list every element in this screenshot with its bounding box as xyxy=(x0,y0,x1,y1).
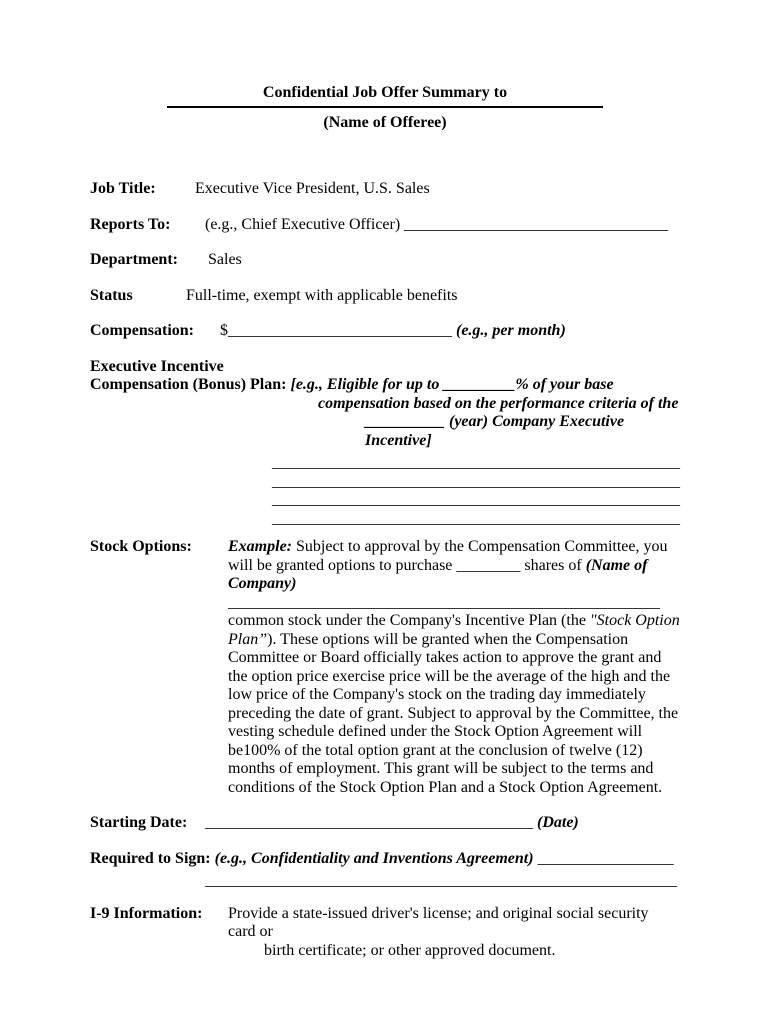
bonus-text-line2: compensation based on the performance criteria of the xyxy=(318,394,679,412)
example-label: Example: xyxy=(228,538,292,555)
field-job-title xyxy=(90,180,680,199)
compensation-hint: (e.g., per month) xyxy=(456,322,566,339)
stock-options-label: Stock Options: xyxy=(90,538,192,555)
stock-options-blank-line: ______________________________________________________ xyxy=(228,593,660,611)
job-title-label: Job Title: xyxy=(90,180,156,197)
currency-symbol: $ xyxy=(220,322,228,339)
i9-label: I-9 Information: xyxy=(90,904,203,922)
department-value: Sales xyxy=(208,251,242,268)
field-reports-to xyxy=(90,216,680,235)
stock-options-content xyxy=(228,538,680,797)
field-i9-information xyxy=(90,905,680,961)
reports-to-blank: _________________________________ xyxy=(404,215,669,233)
company-name-placeholder: (Name of Company) xyxy=(228,556,648,592)
i9-line2: birth certificate; or other approved document. xyxy=(264,941,556,959)
field-department xyxy=(90,251,680,270)
bonus-heading-line2 xyxy=(90,376,680,395)
i9-content xyxy=(228,905,680,961)
required-to-sign-blank-line2: ___________________________________________________________ xyxy=(205,872,677,889)
field-starting-date xyxy=(90,814,680,833)
required-to-sign-hint: (e.g., Confidentiality and Inventions Agreement) xyxy=(214,849,534,867)
reports-to-label: Reports To: xyxy=(90,215,171,233)
compensation-label: Compensation: xyxy=(90,322,195,339)
stock-options-body-pre: common stock under the Company's Incentive Plan (the xyxy=(228,612,590,629)
stock-options-intro-text: Subject to approval by the Compensation Committee, you will be granted options to purchase ________ shares of xyxy=(228,538,668,574)
reports-to-hint: (e.g., Chief Executive Officer) xyxy=(205,215,401,233)
blank-line: ___________________________________________________ xyxy=(272,491,680,508)
document-title: Confidential Job Offer Summary to xyxy=(262,84,508,101)
status-value: Full-time, exempt with applicable benefits xyxy=(186,286,458,304)
field-required-to-sign xyxy=(90,850,680,891)
department-label: Department: xyxy=(90,251,178,268)
required-to-sign-line1 xyxy=(90,850,680,869)
field-stock-options xyxy=(90,538,680,797)
status-label: Status xyxy=(90,286,133,304)
offeree-label: (Name of Offeree) xyxy=(323,113,447,131)
stock-option-plan-quote: "Stock Option Plan” xyxy=(228,612,680,648)
bonus-plan-label: Compensation (Bonus) Plan: xyxy=(90,376,287,393)
stock-options-intro xyxy=(228,538,680,594)
offeree-name-line xyxy=(167,106,603,108)
compensation-blank: ____________________________ xyxy=(228,322,452,339)
bonus-text-line3: __________ (year) Company Executive Incentive] xyxy=(365,413,625,449)
job-title-value: Executive Vice President, U.S. Sales xyxy=(195,180,430,197)
document-header xyxy=(90,84,680,132)
field-status xyxy=(90,287,680,306)
bonus-text-line1: [e.g., Eligible for up to _________% of your base xyxy=(290,376,614,393)
compensation-value xyxy=(220,322,680,341)
required-to-sign-label: Required to Sign: xyxy=(90,849,211,867)
starting-date-hint: (Date) xyxy=(537,814,579,831)
starting-date-value xyxy=(205,814,680,833)
bonus-plan-section xyxy=(90,358,680,529)
stock-options-body-post: ). These options will be granted when the Compensation Committee or Board officially takes action to approve the grant and the option price exercise price will be the average of the high and the low price of the Company's stock on the trading day immediately preceding the date of grant. Subject to approval by the Committee, the vesting schedule defined under the Stock Option Agreement will be100% of the total option grant at the conclusion of twelve (12) months of employment. This grant will be subject to the terms and conditions of the Stock Option Plan and a Stock Option Agreement. xyxy=(228,630,679,796)
blank-line: ___________________________________________________ xyxy=(272,509,680,527)
reports-to-value xyxy=(205,216,680,235)
starting-date-blank: _________________________________________ xyxy=(205,814,533,831)
required-to-sign-blank: _________________ xyxy=(537,849,674,867)
field-compensation xyxy=(90,322,680,341)
blank-line: ___________________________________________________ xyxy=(272,472,680,490)
blank-line: ___________________________________________________ xyxy=(272,454,680,471)
bonus-blank-lines xyxy=(272,454,680,528)
stock-options-body xyxy=(228,612,680,797)
bonus-heading-line1: Executive Incentive xyxy=(90,357,224,375)
i9-line1: Provide a state-issued driver's license; and original social security card or xyxy=(228,904,649,940)
starting-date-label: Starting Date: xyxy=(90,814,188,831)
